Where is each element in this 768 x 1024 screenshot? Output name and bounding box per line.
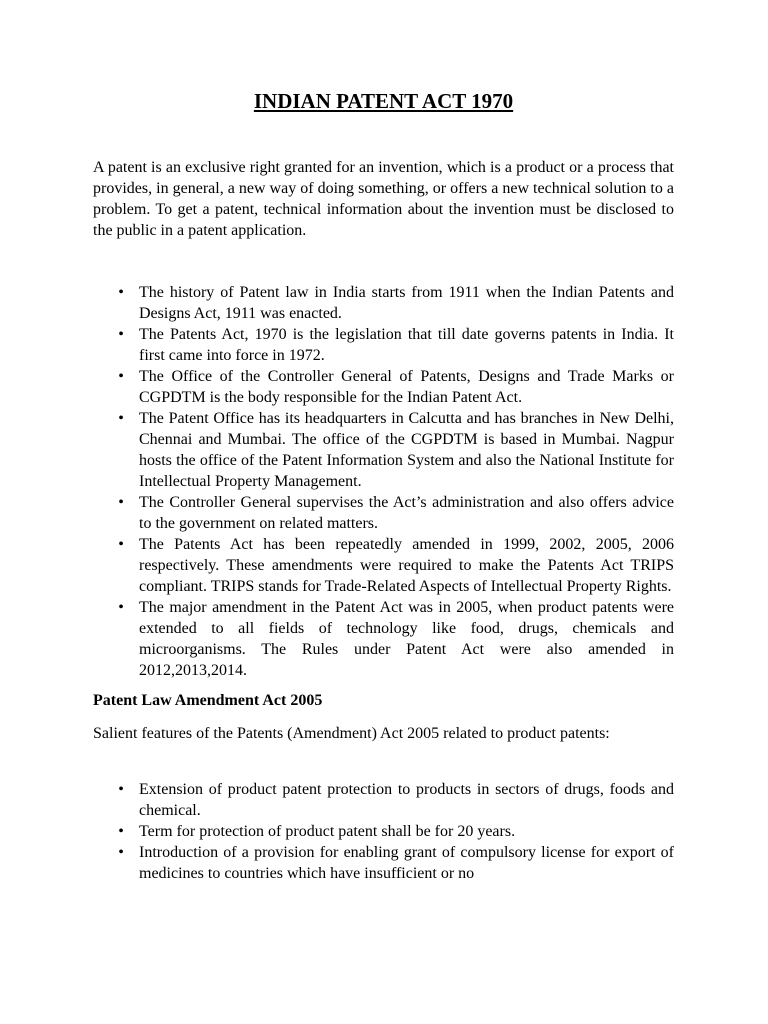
bullet-icon: • [118,284,124,301]
history-bullet-list [93,282,674,681]
features-bullet-list [93,779,674,884]
bullet-icon: • [118,781,124,798]
bullet-icon: • [118,844,124,861]
list-item [93,842,674,884]
list-item-text: The Patents Act, 1970 is the legislation that till date governs patents in India. It first came into force in 1972. [139,326,674,364]
intro-paragraph: A patent is an exclusive right granted for an invention, which is a product or a process that provides, in general, a new way of doing something, or offers a new technical solution to a problem. To get a patent, technical information about the invention must be disclosed to the public in a patent application. [93,159,674,239]
list-item-text: The history of Patent law in India starts from 1911 when the Indian Patents and Designs Act, 1911 was enacted. [139,284,674,322]
list-item-text: Term for protection of product patent shall be for 20 years. [139,823,516,840]
list-item [93,597,674,681]
bullet-icon: • [118,326,124,343]
bullet-icon: • [118,599,124,616]
salient-features-intro: Salient features of the Patents (Amendment) Act 2005 related to product patents: [93,725,610,742]
bullet-icon: • [118,494,124,511]
document-page [93,86,674,884]
list-item-text: The Controller General supervises the Act’s administration and also offers advice to the government on related matters. [139,494,674,532]
list-item-text: The Patent Office has its headquarters in Calcutta and has branches in New Delhi, Chennai and Mumbai. The office of the CGPDTM is based in Mumbai. Nagpur hosts the office of the Patent Information System and also the National Institute for Intellectual Property Management. [139,410,674,490]
list-item-text: Introduction of a provision for enabling grant of compulsory license for export of medicines to countries which have insufficient or no [139,844,674,882]
list-item [93,408,674,492]
list-item [93,324,674,366]
bullet-icon: • [118,410,124,427]
bullet-icon: • [118,823,124,840]
list-item [93,282,674,324]
bullet-icon: • [118,536,124,553]
section-heading: Patent Law Amendment Act 2005 [93,692,323,709]
list-item [93,534,674,597]
list-item [93,492,674,534]
list-item-text: The Patents Act has been repeatedly amended in 1999, 2002, 2005, 2006 respectively. These amendments were required to make the Patents Act TRIPS compliant. TRIPS stands for Trade-Related Aspects of Intellectual Property Rights. [139,536,674,595]
page-title: INDIAN PATENT ACT 1970 [253,89,514,113]
list-item [93,366,674,408]
list-item [93,779,674,821]
list-item-text: Extension of product patent protection to products in sectors of drugs, foods and chemical. [139,781,674,819]
list-item-text: The Office of the Controller General of Patents, Designs and Trade Marks or CGPDTM is the body responsible for the Indian Patent Act. [139,368,674,406]
list-item [93,821,674,842]
bullet-icon: • [118,368,124,385]
list-item-text: The major amendment in the Patent Act was in 2005, when product patents were extended to all fields of technology like food, drugs, chemicals and microorganisms. The Rules under Patent Act were also amended in 2012,2013,2014. [139,599,674,679]
